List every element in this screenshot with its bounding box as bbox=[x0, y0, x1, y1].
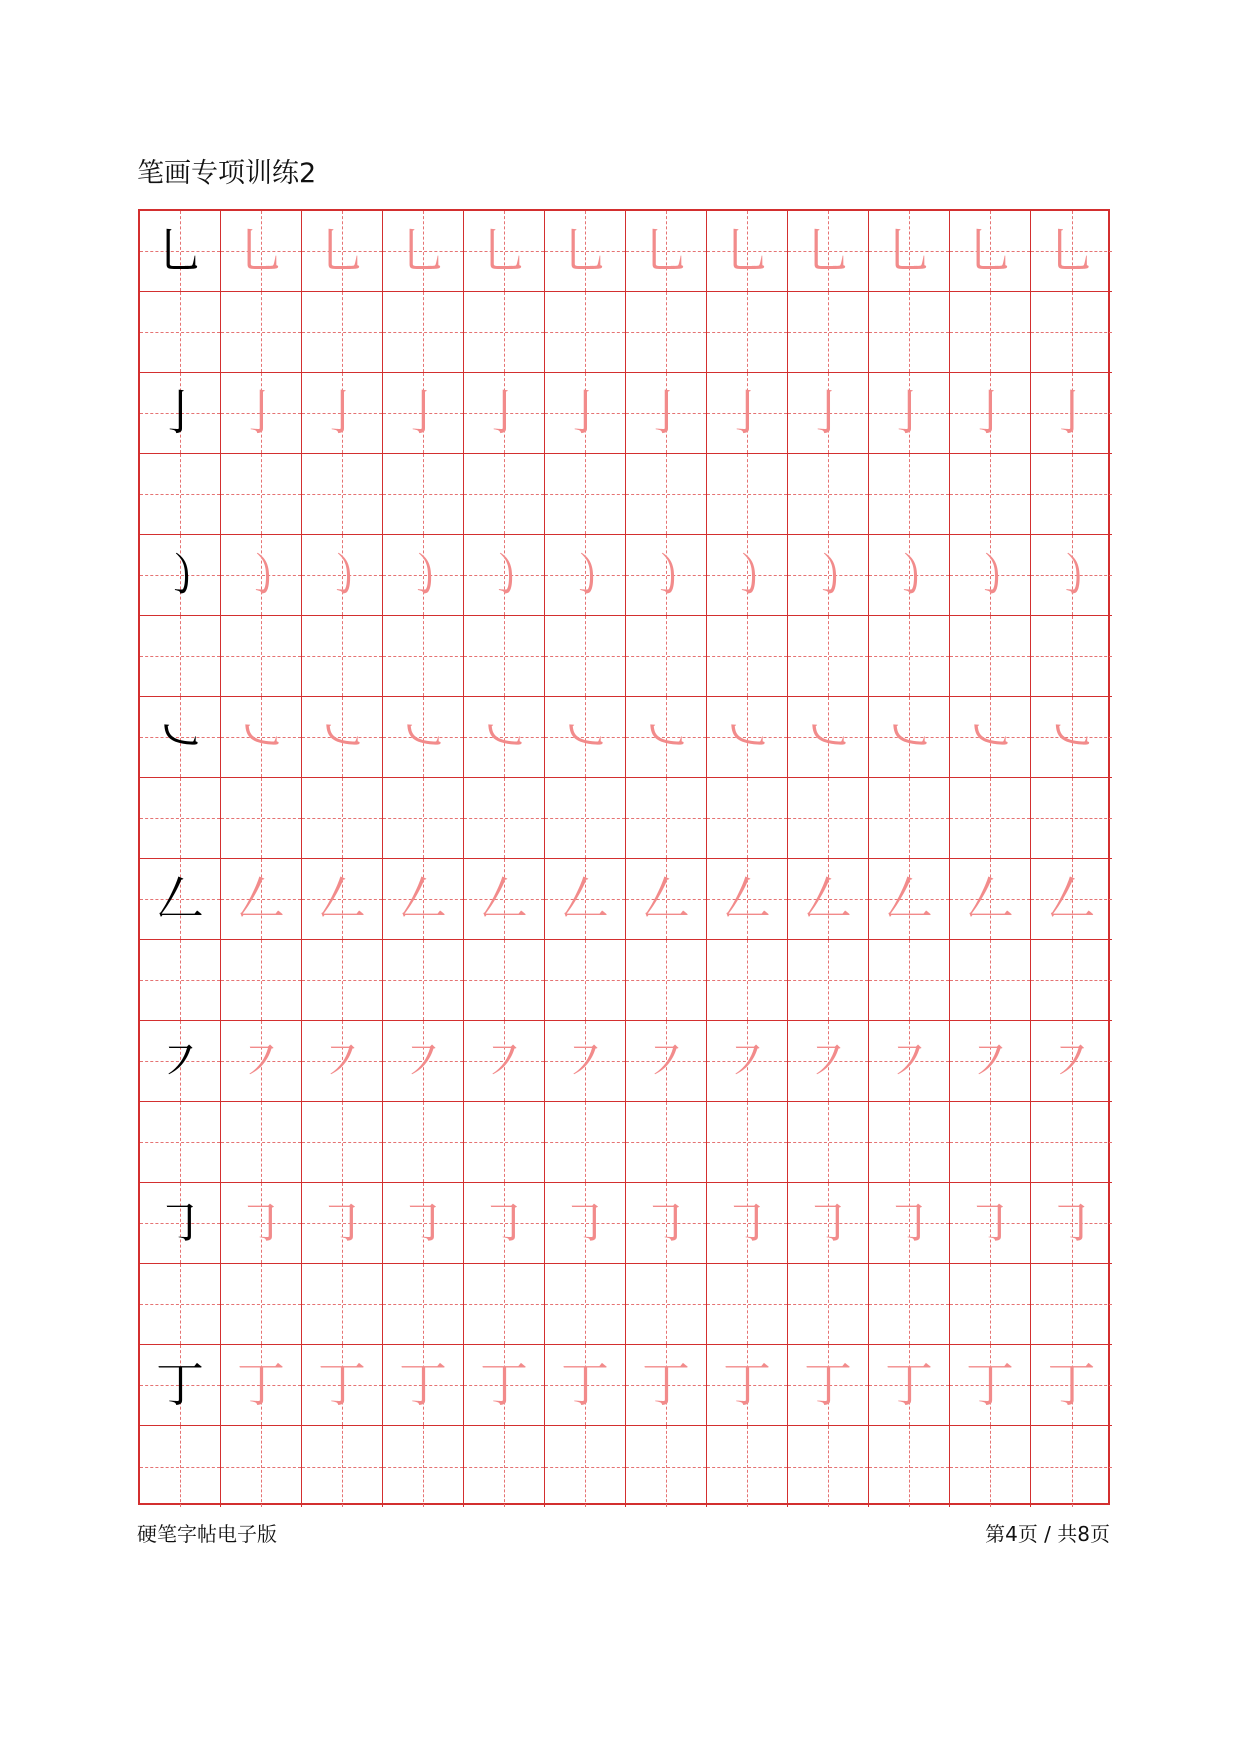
trace-cell bbox=[464, 1021, 545, 1102]
trace-stroke-heng-pie: ㇇ bbox=[479, 1033, 528, 1089]
trace-stroke-heng-zhe-gou: ㇆ bbox=[965, 1195, 1014, 1251]
trace-stroke-heng-zhe-wan: 丁 bbox=[317, 1357, 366, 1413]
trace-stroke-heng-pie: ㇇ bbox=[884, 1033, 933, 1089]
blank-practice-cell bbox=[545, 1426, 626, 1507]
trace-stroke-shu-gou: 亅 bbox=[884, 385, 933, 441]
blank-practice-cell bbox=[545, 1264, 626, 1345]
trace-stroke-pie-dian: 𠃋 bbox=[965, 871, 1014, 927]
model-stroke-wan-gou: ㇁ bbox=[155, 547, 204, 603]
trace-cell bbox=[707, 211, 788, 292]
trace-cell bbox=[383, 1345, 464, 1426]
trace-cell bbox=[626, 211, 707, 292]
blank-practice-cell bbox=[545, 778, 626, 859]
trace-cell bbox=[383, 373, 464, 454]
blank-practice-cell bbox=[464, 940, 545, 1021]
blank-practice-cell bbox=[707, 1426, 788, 1507]
blank-practice-cell bbox=[626, 616, 707, 697]
trace-stroke-wo-gou: ㇃ bbox=[317, 709, 366, 765]
trace-stroke-shu-wan-gou: 乚 bbox=[965, 223, 1014, 279]
blank-practice-cell bbox=[383, 1264, 464, 1345]
trace-cell bbox=[707, 1345, 788, 1426]
trace-stroke-wan-gou: ㇁ bbox=[803, 547, 852, 603]
blank-practice-cell bbox=[950, 778, 1031, 859]
trace-stroke-heng-zhe-wan: 丁 bbox=[803, 1357, 852, 1413]
trace-stroke-wan-gou: ㇁ bbox=[317, 547, 366, 603]
trace-stroke-pie-dian: 𠃋 bbox=[479, 871, 528, 927]
blank-practice-cell bbox=[302, 1426, 383, 1507]
trace-stroke-heng-pie: ㇇ bbox=[641, 1033, 690, 1089]
trace-cell bbox=[626, 1345, 707, 1426]
model-cell bbox=[140, 373, 221, 454]
blank-practice-cell bbox=[383, 940, 464, 1021]
blank-practice-cell bbox=[788, 1264, 869, 1345]
model-stroke-heng-zhe-wan: 丁 bbox=[155, 1357, 204, 1413]
blank-practice-cell bbox=[950, 454, 1031, 535]
blank-practice-cell bbox=[302, 292, 383, 373]
blank-practice-cell bbox=[221, 1426, 302, 1507]
trace-cell bbox=[221, 1183, 302, 1264]
trace-cell bbox=[869, 859, 950, 940]
trace-cell bbox=[1031, 535, 1112, 616]
blank-practice-cell bbox=[869, 778, 950, 859]
trace-cell bbox=[464, 1183, 545, 1264]
trace-stroke-heng-zhe-wan: 丁 bbox=[236, 1357, 285, 1413]
trace-cell bbox=[302, 535, 383, 616]
page-number: 第4页 / 共8页 bbox=[985, 1522, 1110, 1546]
trace-stroke-wo-gou: ㇃ bbox=[560, 709, 609, 765]
trace-cell bbox=[1031, 373, 1112, 454]
blank-practice-cell bbox=[788, 778, 869, 859]
model-stroke-wo-gou: ㇃ bbox=[155, 709, 204, 765]
blank-practice-cell bbox=[545, 292, 626, 373]
trace-cell bbox=[707, 373, 788, 454]
trace-cell bbox=[707, 1021, 788, 1102]
model-cell bbox=[140, 211, 221, 292]
trace-stroke-shu-gou: 亅 bbox=[722, 385, 771, 441]
blank-practice-cell bbox=[950, 616, 1031, 697]
model-stroke-shu-gou: 亅 bbox=[155, 385, 204, 441]
blank-practice-cell bbox=[788, 454, 869, 535]
blank-practice-cell bbox=[869, 1102, 950, 1183]
blank-practice-cell bbox=[140, 1426, 221, 1507]
trace-cell bbox=[221, 859, 302, 940]
trace-cell bbox=[626, 373, 707, 454]
trace-stroke-wo-gou: ㇃ bbox=[722, 709, 771, 765]
trace-stroke-heng-zhe-wan: 丁 bbox=[1047, 1357, 1096, 1413]
trace-cell bbox=[545, 1021, 626, 1102]
trace-cell bbox=[464, 373, 545, 454]
blank-practice-cell bbox=[707, 940, 788, 1021]
blank-practice-cell bbox=[707, 616, 788, 697]
trace-stroke-wo-gou: ㇃ bbox=[965, 709, 1014, 765]
trace-cell bbox=[869, 373, 950, 454]
blank-practice-cell bbox=[707, 454, 788, 535]
trace-cell bbox=[464, 697, 545, 778]
blank-practice-cell bbox=[464, 292, 545, 373]
blank-practice-cell bbox=[626, 454, 707, 535]
blank-practice-cell bbox=[464, 1102, 545, 1183]
trace-stroke-heng-zhe-gou: ㇆ bbox=[884, 1195, 933, 1251]
trace-cell bbox=[788, 697, 869, 778]
model-cell bbox=[140, 1183, 221, 1264]
trace-stroke-heng-pie: ㇇ bbox=[1047, 1033, 1096, 1089]
trace-cell bbox=[950, 1183, 1031, 1264]
trace-cell bbox=[302, 211, 383, 292]
trace-cell bbox=[221, 697, 302, 778]
trace-cell bbox=[302, 1345, 383, 1426]
trace-cell bbox=[302, 1183, 383, 1264]
trace-cell bbox=[788, 1183, 869, 1264]
blank-practice-cell bbox=[707, 1264, 788, 1345]
trace-cell bbox=[869, 211, 950, 292]
trace-stroke-shu-gou: 亅 bbox=[479, 385, 528, 441]
blank-practice-cell bbox=[140, 292, 221, 373]
blank-practice-cell bbox=[545, 940, 626, 1021]
trace-cell bbox=[626, 859, 707, 940]
blank-practice-cell bbox=[383, 292, 464, 373]
trace-cell bbox=[302, 697, 383, 778]
trace-stroke-wan-gou: ㇁ bbox=[398, 547, 447, 603]
trace-cell bbox=[464, 211, 545, 292]
blank-practice-cell bbox=[869, 292, 950, 373]
trace-stroke-shu-wan-gou: 乚 bbox=[722, 223, 771, 279]
trace-stroke-shu-wan-gou: 乚 bbox=[884, 223, 933, 279]
blank-practice-cell bbox=[950, 292, 1031, 373]
blank-practice-cell bbox=[545, 616, 626, 697]
blank-practice-cell bbox=[383, 1426, 464, 1507]
trace-stroke-pie-dian: 𠃋 bbox=[641, 871, 690, 927]
trace-stroke-pie-dian: 𠃋 bbox=[317, 871, 366, 927]
trace-stroke-heng-pie: ㇇ bbox=[722, 1033, 771, 1089]
blank-practice-cell bbox=[140, 940, 221, 1021]
trace-cell bbox=[464, 859, 545, 940]
trace-stroke-heng-zhe-gou: ㇆ bbox=[1047, 1195, 1096, 1251]
blank-practice-cell bbox=[626, 778, 707, 859]
trace-cell bbox=[383, 1183, 464, 1264]
blank-practice-cell bbox=[383, 454, 464, 535]
trace-cell bbox=[383, 1021, 464, 1102]
trace-stroke-heng-pie: ㇇ bbox=[965, 1033, 1014, 1089]
trace-cell bbox=[950, 1021, 1031, 1102]
trace-cell bbox=[1031, 1345, 1112, 1426]
blank-practice-cell bbox=[788, 616, 869, 697]
trace-cell bbox=[1031, 859, 1112, 940]
blank-practice-cell bbox=[1031, 454, 1112, 535]
trace-stroke-shu-wan-gou: 乚 bbox=[641, 223, 690, 279]
trace-cell bbox=[302, 373, 383, 454]
blank-practice-cell bbox=[464, 1264, 545, 1345]
trace-stroke-heng-pie: ㇇ bbox=[398, 1033, 447, 1089]
trace-cell bbox=[545, 535, 626, 616]
trace-cell bbox=[950, 1345, 1031, 1426]
blank-practice-cell bbox=[950, 1426, 1031, 1507]
trace-stroke-pie-dian: 𠃋 bbox=[398, 871, 447, 927]
trace-cell bbox=[545, 1183, 626, 1264]
trace-cell bbox=[869, 697, 950, 778]
model-cell bbox=[140, 859, 221, 940]
trace-stroke-wan-gou: ㇁ bbox=[965, 547, 1014, 603]
trace-cell bbox=[950, 373, 1031, 454]
trace-stroke-heng-zhe-wan: 丁 bbox=[398, 1357, 447, 1413]
trace-stroke-wo-gou: ㇃ bbox=[236, 709, 285, 765]
trace-stroke-wo-gou: ㇃ bbox=[1047, 709, 1096, 765]
trace-stroke-heng-zhe-wan: 丁 bbox=[722, 1357, 771, 1413]
trace-cell bbox=[626, 1183, 707, 1264]
blank-practice-cell bbox=[383, 778, 464, 859]
blank-practice-cell bbox=[788, 1426, 869, 1507]
trace-cell bbox=[302, 1021, 383, 1102]
trace-cell bbox=[302, 859, 383, 940]
trace-cell bbox=[869, 1021, 950, 1102]
trace-cell bbox=[383, 859, 464, 940]
trace-cell bbox=[707, 535, 788, 616]
trace-cell bbox=[221, 535, 302, 616]
model-cell bbox=[140, 697, 221, 778]
blank-practice-cell bbox=[626, 1264, 707, 1345]
blank-practice-cell bbox=[464, 454, 545, 535]
blank-practice-cell bbox=[140, 616, 221, 697]
trace-cell bbox=[707, 1183, 788, 1264]
model-cell bbox=[140, 1345, 221, 1426]
trace-cell bbox=[788, 211, 869, 292]
model-stroke-heng-pie: ㇇ bbox=[155, 1033, 204, 1089]
trace-stroke-pie-dian: 𠃋 bbox=[803, 871, 852, 927]
blank-practice-cell bbox=[302, 940, 383, 1021]
trace-cell bbox=[1031, 211, 1112, 292]
blank-practice-cell bbox=[869, 1426, 950, 1507]
trace-cell bbox=[221, 211, 302, 292]
blank-practice-cell bbox=[302, 454, 383, 535]
trace-cell bbox=[221, 1021, 302, 1102]
model-stroke-pie-dian: 𠃋 bbox=[155, 871, 204, 927]
blank-practice-cell bbox=[302, 1264, 383, 1345]
blank-practice-cell bbox=[1031, 778, 1112, 859]
page-title: 笔画专项训练2 bbox=[137, 158, 317, 189]
trace-cell bbox=[869, 1183, 950, 1264]
trace-cell bbox=[788, 1345, 869, 1426]
trace-cell bbox=[464, 535, 545, 616]
blank-practice-cell bbox=[140, 1102, 221, 1183]
trace-cell bbox=[788, 859, 869, 940]
trace-cell bbox=[626, 697, 707, 778]
trace-cell bbox=[383, 211, 464, 292]
blank-practice-cell bbox=[1031, 1264, 1112, 1345]
blank-practice-cell bbox=[221, 616, 302, 697]
trace-stroke-shu-wan-gou: 乚 bbox=[398, 223, 447, 279]
blank-practice-cell bbox=[707, 1102, 788, 1183]
trace-stroke-shu-gou: 亅 bbox=[641, 385, 690, 441]
blank-practice-cell bbox=[626, 1102, 707, 1183]
trace-cell bbox=[950, 697, 1031, 778]
trace-cell bbox=[707, 859, 788, 940]
trace-stroke-heng-zhe-gou: ㇆ bbox=[398, 1195, 447, 1251]
blank-practice-cell bbox=[950, 940, 1031, 1021]
blank-practice-cell bbox=[302, 1102, 383, 1183]
blank-practice-cell bbox=[221, 778, 302, 859]
blank-practice-cell bbox=[545, 1102, 626, 1183]
model-stroke-heng-zhe-gou: ㇆ bbox=[155, 1195, 204, 1251]
trace-cell bbox=[1031, 1021, 1112, 1102]
blank-practice-cell bbox=[545, 454, 626, 535]
trace-cell bbox=[545, 373, 626, 454]
trace-stroke-heng-pie: ㇇ bbox=[317, 1033, 366, 1089]
trace-cell bbox=[221, 373, 302, 454]
trace-stroke-heng-zhe-gou: ㇆ bbox=[479, 1195, 528, 1251]
trace-stroke-heng-zhe-gou: ㇆ bbox=[722, 1195, 771, 1251]
trace-stroke-wan-gou: ㇁ bbox=[560, 547, 609, 603]
blank-practice-cell bbox=[869, 454, 950, 535]
trace-stroke-wo-gou: ㇃ bbox=[641, 709, 690, 765]
trace-stroke-shu-gou: 亅 bbox=[236, 385, 285, 441]
blank-practice-cell bbox=[464, 1426, 545, 1507]
trace-cell bbox=[950, 535, 1031, 616]
trace-stroke-heng-zhe-gou: ㇆ bbox=[560, 1195, 609, 1251]
trace-stroke-heng-zhe-gou: ㇆ bbox=[236, 1195, 285, 1251]
blank-practice-cell bbox=[626, 292, 707, 373]
trace-cell bbox=[869, 535, 950, 616]
trace-stroke-wo-gou: ㇃ bbox=[398, 709, 447, 765]
trace-stroke-pie-dian: 𠃋 bbox=[722, 871, 771, 927]
footer-title: 硬笔字帖电子版 bbox=[137, 1522, 277, 1546]
practice-grid bbox=[138, 209, 1110, 1505]
blank-practice-cell bbox=[869, 616, 950, 697]
trace-cell bbox=[950, 859, 1031, 940]
trace-stroke-pie-dian: 𠃋 bbox=[1047, 871, 1096, 927]
blank-practice-cell bbox=[221, 1102, 302, 1183]
blank-practice-cell bbox=[464, 778, 545, 859]
trace-stroke-wo-gou: ㇃ bbox=[884, 709, 933, 765]
trace-cell bbox=[464, 1345, 545, 1426]
trace-stroke-heng-zhe-wan: 丁 bbox=[965, 1357, 1014, 1413]
trace-stroke-shu-wan-gou: 乚 bbox=[560, 223, 609, 279]
blank-practice-cell bbox=[221, 1264, 302, 1345]
trace-cell bbox=[545, 859, 626, 940]
trace-stroke-wan-gou: ㇁ bbox=[641, 547, 690, 603]
blank-practice-cell bbox=[869, 1264, 950, 1345]
blank-practice-cell bbox=[140, 778, 221, 859]
blank-practice-cell bbox=[302, 778, 383, 859]
blank-practice-cell bbox=[788, 940, 869, 1021]
trace-stroke-pie-dian: 𠃋 bbox=[236, 871, 285, 927]
trace-cell bbox=[788, 373, 869, 454]
trace-stroke-shu-wan-gou: 乚 bbox=[236, 223, 285, 279]
trace-cell bbox=[788, 535, 869, 616]
blank-practice-cell bbox=[1031, 1426, 1112, 1507]
trace-stroke-wan-gou: ㇁ bbox=[479, 547, 528, 603]
trace-stroke-wo-gou: ㇃ bbox=[479, 709, 528, 765]
trace-stroke-shu-gou: 亅 bbox=[560, 385, 609, 441]
trace-stroke-shu-wan-gou: 乚 bbox=[479, 223, 528, 279]
trace-cell bbox=[383, 535, 464, 616]
trace-stroke-shu-wan-gou: 乚 bbox=[1047, 223, 1096, 279]
trace-stroke-shu-gou: 亅 bbox=[803, 385, 852, 441]
blank-practice-cell bbox=[383, 616, 464, 697]
trace-cell bbox=[626, 535, 707, 616]
trace-stroke-heng-zhe-wan: 丁 bbox=[884, 1357, 933, 1413]
blank-practice-cell bbox=[1031, 1102, 1112, 1183]
trace-cell bbox=[950, 211, 1031, 292]
trace-cell bbox=[1031, 1183, 1112, 1264]
model-cell bbox=[140, 1021, 221, 1102]
blank-practice-cell bbox=[626, 1426, 707, 1507]
trace-cell bbox=[545, 1345, 626, 1426]
trace-stroke-heng-zhe-wan: 丁 bbox=[479, 1357, 528, 1413]
trace-cell bbox=[545, 211, 626, 292]
trace-stroke-shu-gou: 亅 bbox=[398, 385, 447, 441]
blank-practice-cell bbox=[140, 1264, 221, 1345]
blank-practice-cell bbox=[221, 940, 302, 1021]
trace-cell bbox=[221, 1345, 302, 1426]
blank-practice-cell bbox=[221, 454, 302, 535]
blank-practice-cell bbox=[950, 1264, 1031, 1345]
trace-cell bbox=[869, 1345, 950, 1426]
trace-stroke-heng-zhe-wan: 丁 bbox=[560, 1357, 609, 1413]
trace-stroke-shu-gou: 亅 bbox=[317, 385, 366, 441]
blank-practice-cell bbox=[788, 1102, 869, 1183]
trace-stroke-heng-pie: ㇇ bbox=[803, 1033, 852, 1089]
blank-practice-cell bbox=[707, 778, 788, 859]
trace-cell bbox=[545, 697, 626, 778]
trace-cell bbox=[788, 1021, 869, 1102]
blank-practice-cell bbox=[626, 940, 707, 1021]
blank-practice-cell bbox=[221, 292, 302, 373]
trace-stroke-heng-zhe-wan: 丁 bbox=[641, 1357, 690, 1413]
trace-cell bbox=[626, 1021, 707, 1102]
blank-practice-cell bbox=[140, 454, 221, 535]
trace-stroke-heng-pie: ㇇ bbox=[560, 1033, 609, 1089]
trace-stroke-shu-gou: 亅 bbox=[965, 385, 1014, 441]
blank-practice-cell bbox=[869, 940, 950, 1021]
blank-practice-cell bbox=[950, 1102, 1031, 1183]
blank-practice-cell bbox=[1031, 292, 1112, 373]
trace-stroke-shu-wan-gou: 乚 bbox=[803, 223, 852, 279]
trace-stroke-heng-pie: ㇇ bbox=[236, 1033, 285, 1089]
trace-stroke-heng-zhe-gou: ㇆ bbox=[317, 1195, 366, 1251]
blank-practice-cell bbox=[383, 1102, 464, 1183]
blank-practice-cell bbox=[464, 616, 545, 697]
trace-cell bbox=[383, 697, 464, 778]
blank-practice-cell bbox=[707, 292, 788, 373]
trace-stroke-wan-gou: ㇁ bbox=[236, 547, 285, 603]
trace-stroke-wan-gou: ㇁ bbox=[884, 547, 933, 603]
trace-stroke-heng-zhe-gou: ㇆ bbox=[803, 1195, 852, 1251]
trace-stroke-shu-gou: 亅 bbox=[1047, 385, 1096, 441]
blank-practice-cell bbox=[302, 616, 383, 697]
trace-stroke-wan-gou: ㇁ bbox=[722, 547, 771, 603]
trace-stroke-pie-dian: 𠃋 bbox=[884, 871, 933, 927]
trace-stroke-pie-dian: 𠃋 bbox=[560, 871, 609, 927]
trace-stroke-shu-wan-gou: 乚 bbox=[317, 223, 366, 279]
blank-practice-cell bbox=[1031, 940, 1112, 1021]
trace-cell bbox=[1031, 697, 1112, 778]
trace-stroke-wan-gou: ㇁ bbox=[1047, 547, 1096, 603]
trace-cell bbox=[707, 697, 788, 778]
trace-stroke-wo-gou: ㇃ bbox=[803, 709, 852, 765]
blank-practice-cell bbox=[1031, 616, 1112, 697]
model-cell bbox=[140, 535, 221, 616]
blank-practice-cell bbox=[788, 292, 869, 373]
trace-stroke-heng-zhe-gou: ㇆ bbox=[641, 1195, 690, 1251]
model-stroke-shu-wan-gou: 乚 bbox=[155, 223, 204, 279]
